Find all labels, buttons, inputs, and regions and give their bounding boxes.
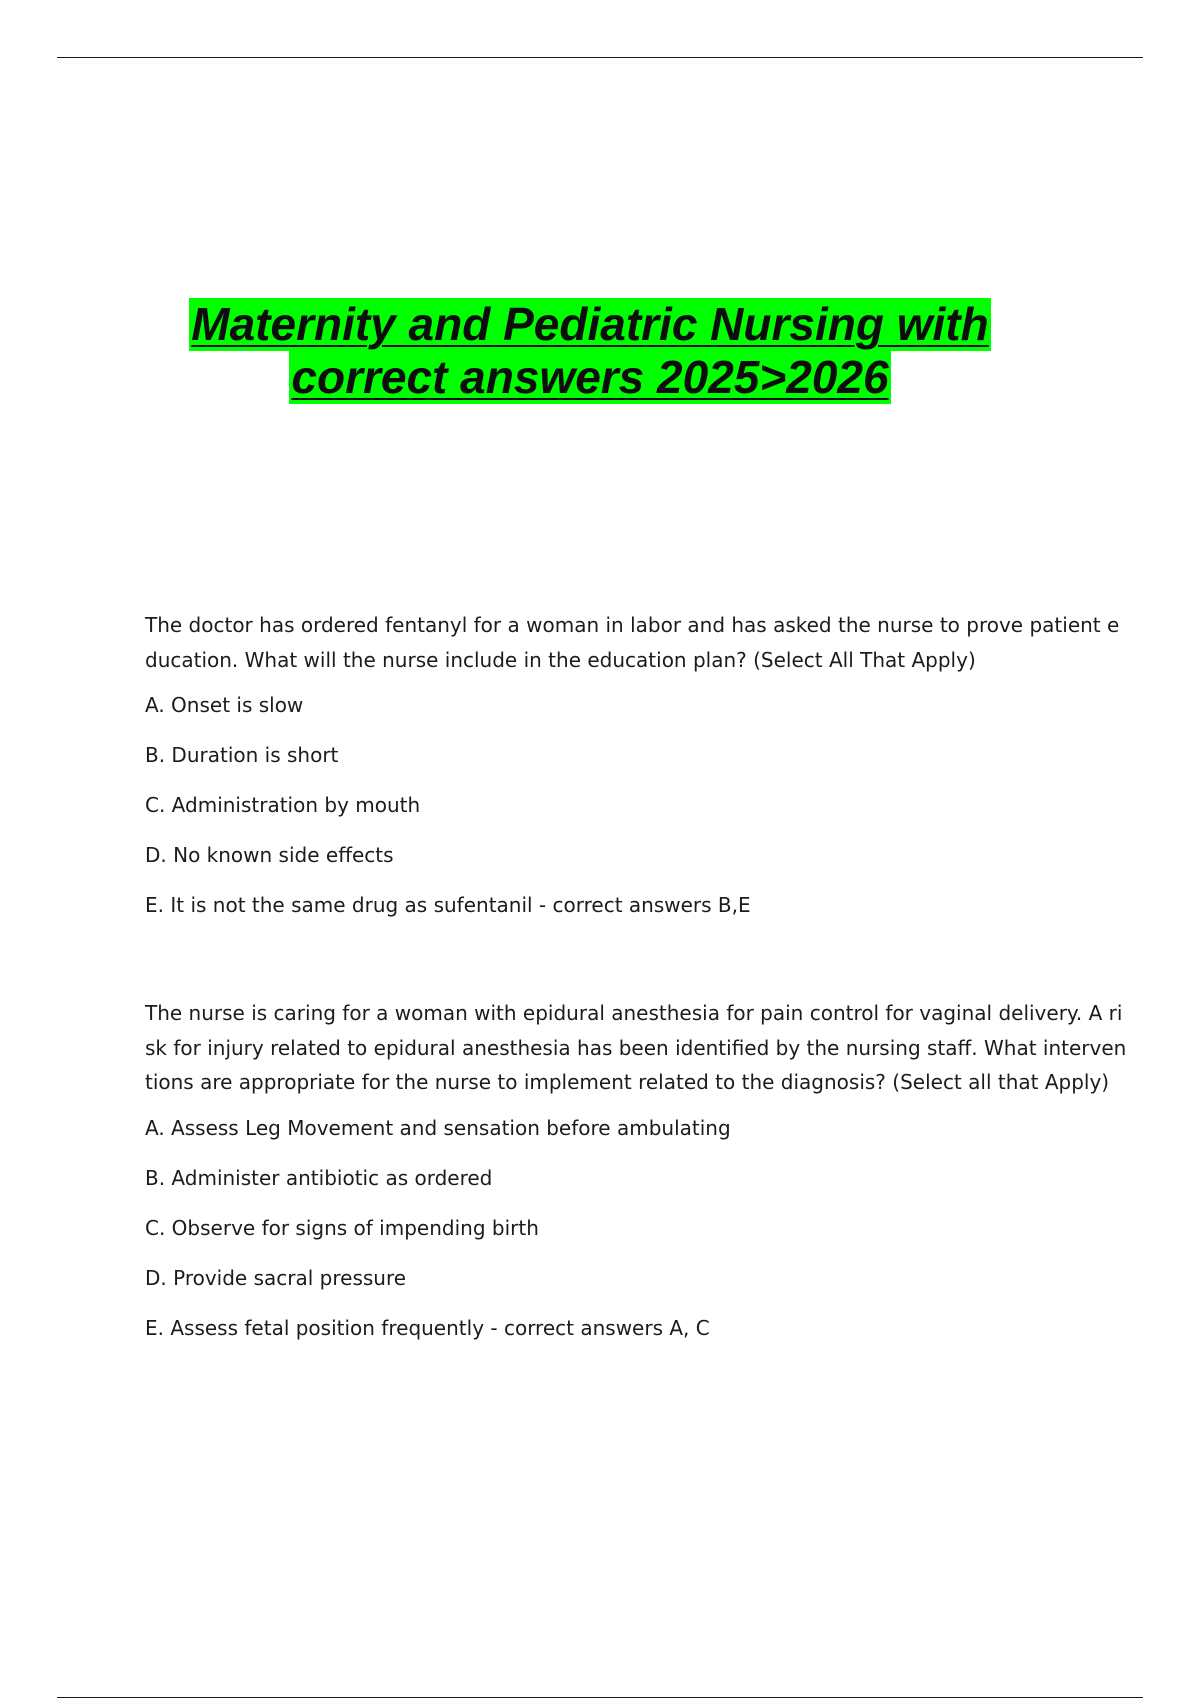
question-1-stem-line: ducation. What will the nurse include in the education plan? (Select All That Apply) [145,647,976,672]
question-2 [145,996,1127,1366]
title-line-1: Maternity and Pediatric Nursing with [191,298,989,350]
question-2-option-a: A. Assess Leg Movement and sensation before ambulating [145,1115,731,1140]
question-1-option-c: C. Administration by mouth [145,793,421,817]
question-2-option-c: C. Observe for signs of impending birth [145,1215,539,1240]
question-1 [145,608,1120,943]
question-2-stem [145,996,1127,1100]
top-rule [57,57,1143,58]
question-2-stem-line: The nurse is caring for a woman with epidural anesthesia for pain control for vaginal delivery. A ri [145,1001,1123,1025]
question-1-option-b: B. Duration is short [145,743,339,767]
question-2-option-e: E. Assess fetal position frequently - correct answers A, C [145,1315,710,1340]
bottom-rule [57,1697,1143,1698]
question-1-stem [145,608,1120,677]
document-title [60,298,1120,404]
question-1-option-e: E. It is not the same drug as sufentanil - correct answers B,E [145,893,751,917]
question-1-option-a: A. Onset is slow [145,693,304,717]
question-2-stem-line: sk for injury related to epidural anesthesia has been identified by the nursing staff. What interven [145,1035,1127,1060]
question-1-stem-line: The doctor has ordered fentanyl for a woman in labor and has asked the nurse to prove patient e [145,613,1120,637]
question-1-option-d: D. No known side effects [145,843,394,867]
question-2-stem-line: tions are appropriate for the nurse to implement related to the diagnosis? (Select all that Apply) [145,1070,1110,1094]
question-2-option-b: B. Administer antibiotic as ordered [145,1165,493,1190]
question-2-option-d: D. Provide sacral pressure [145,1265,407,1290]
title-line-2: correct answers 2025>2026 [291,351,889,403]
